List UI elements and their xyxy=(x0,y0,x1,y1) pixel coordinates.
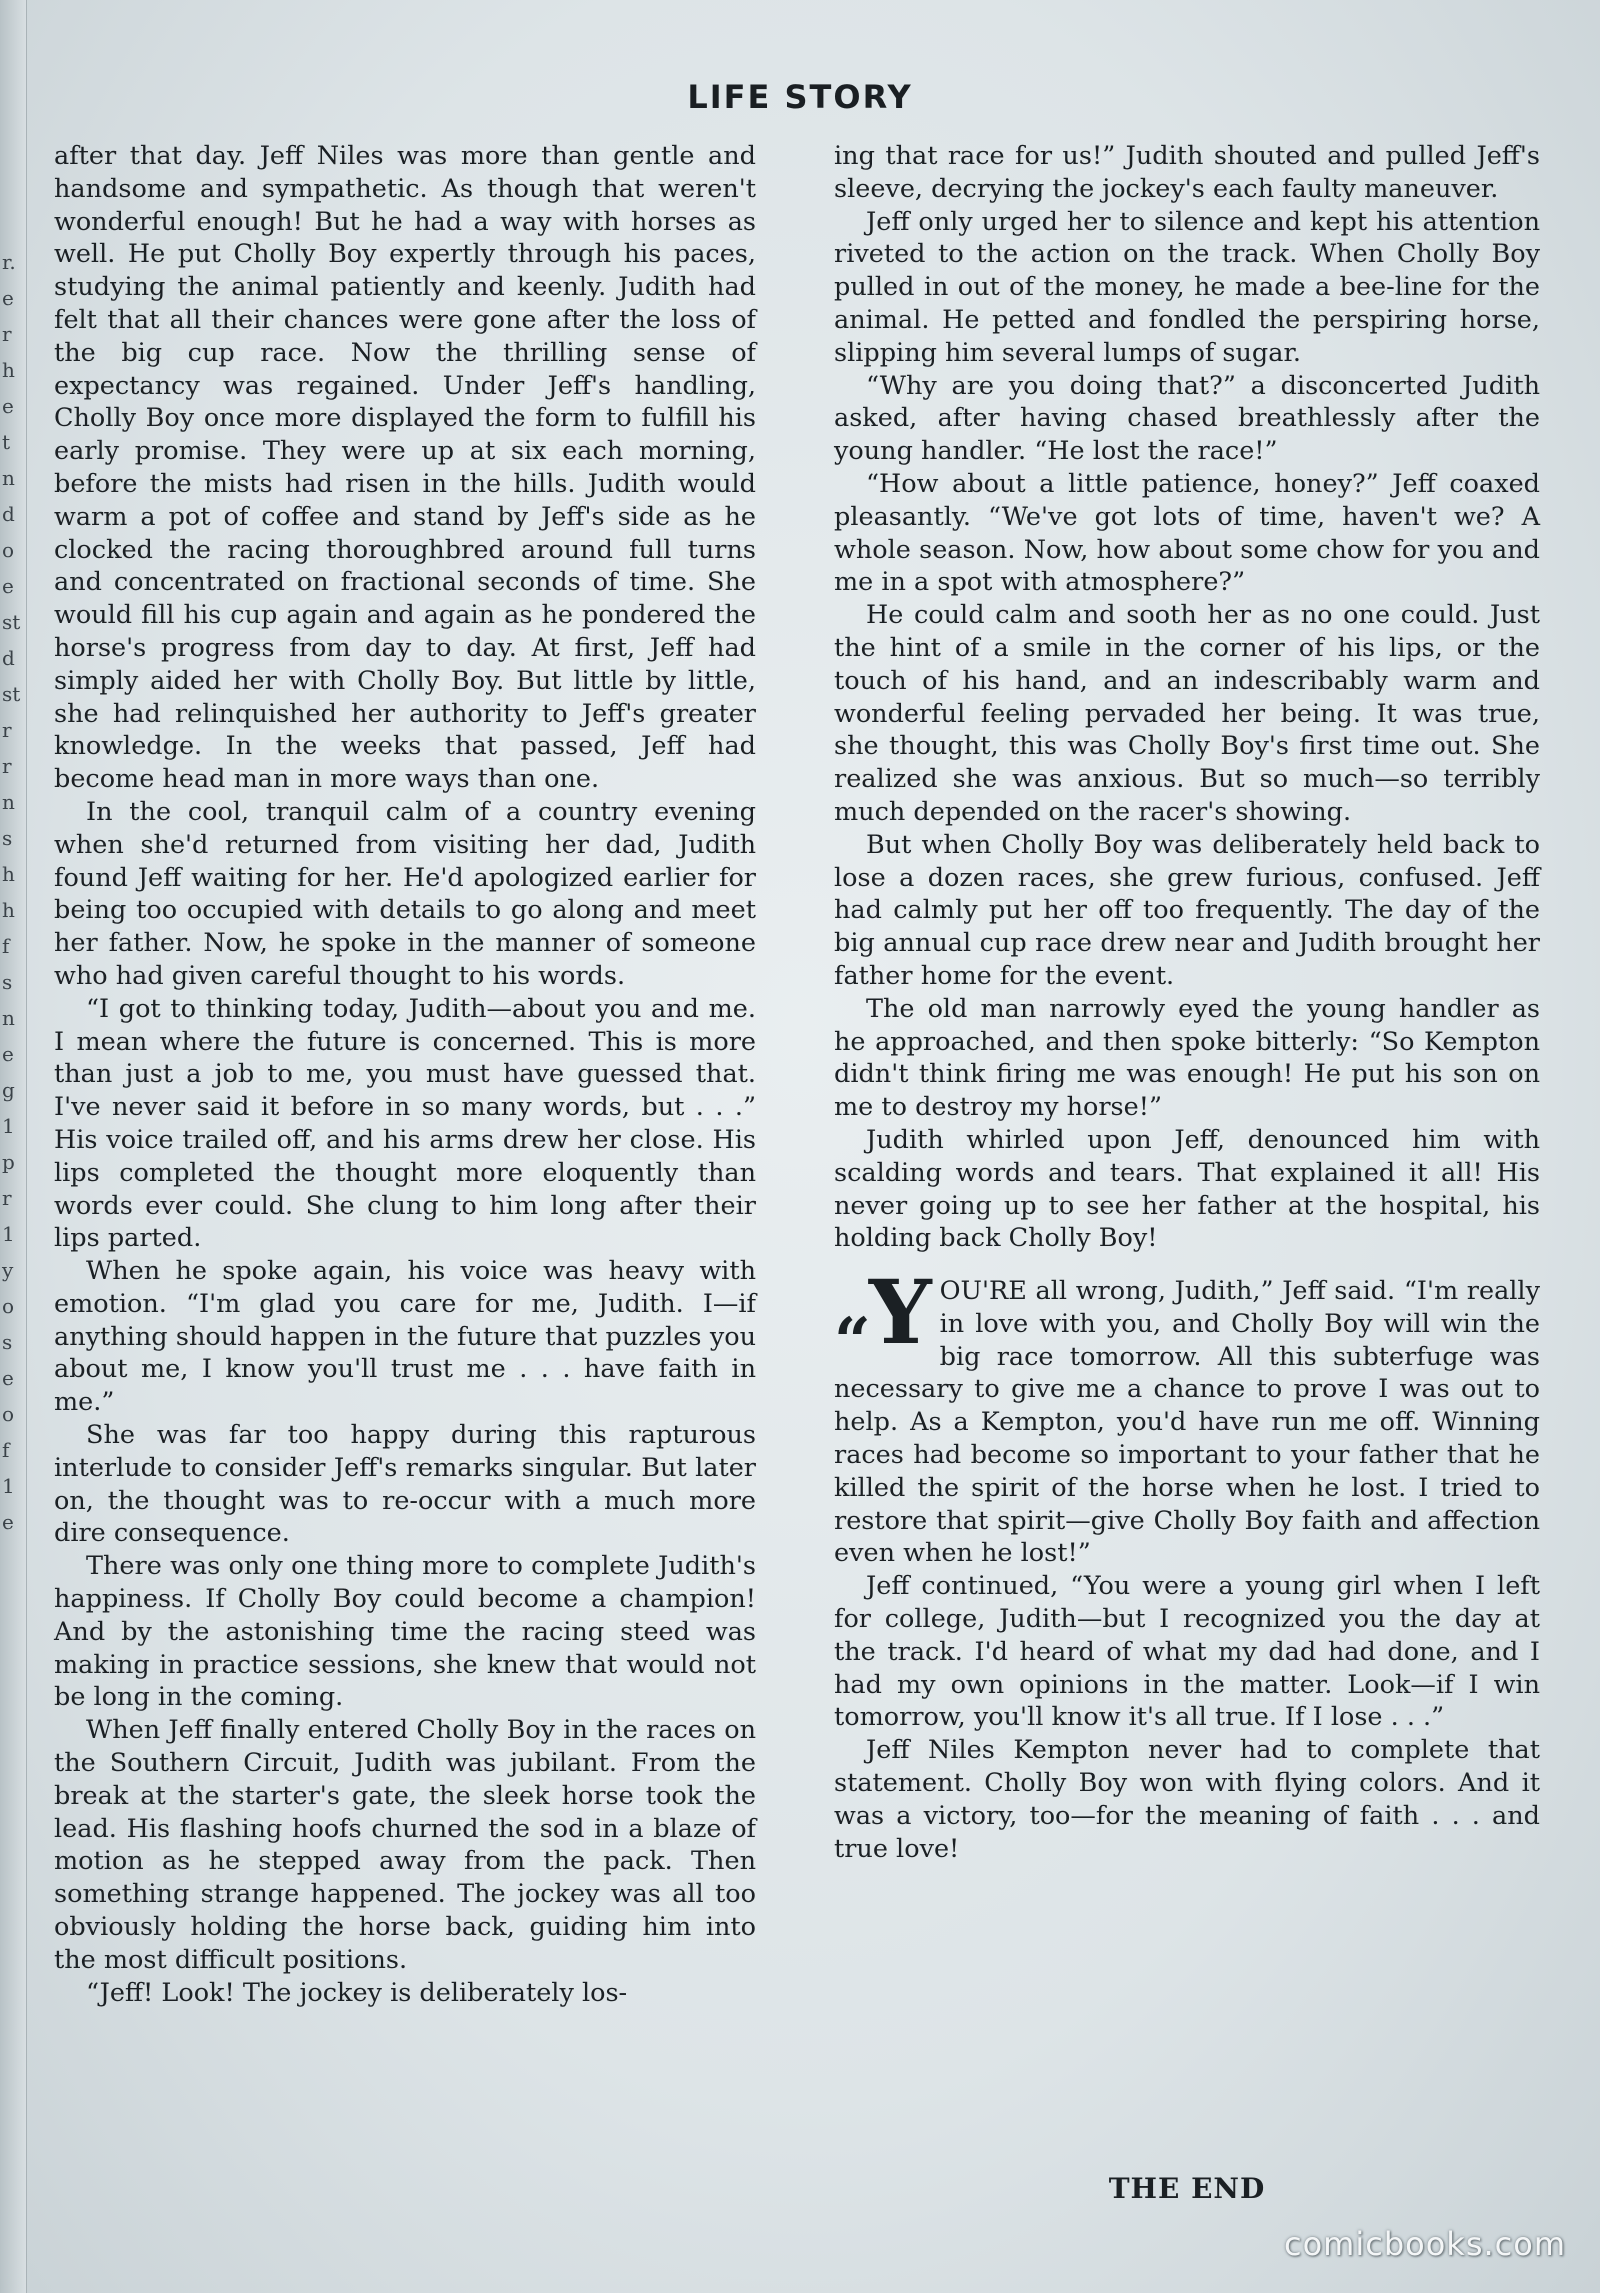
dropcap-text: OU'RE all wrong, Judith,” Jeff said. “I'm really in love with you, and Cholly Boy will win the big race tomorrow. All this subterfuge was necessary to give me a chance to prove I was out to help. As a Kempton, you'd have run me off. Winning races had become so important to your father that he killed the spirit of the horse when he lost. I tried to restore that spirit—give Cholly Boy faith and affection even when he lost!” xyxy=(834,1276,1540,1569)
drop-cap xyxy=(834,1260,932,1380)
drop-quote-mark: “ xyxy=(834,1304,867,1380)
paragraph: “Why are you doing that?” a disconcerted Judith asked, after having chased breathlessly after the young handler. “He lost the race!” xyxy=(834,370,1540,467)
section-break xyxy=(834,1255,1540,1275)
gutter-letter: h xyxy=(2,358,15,382)
gutter-letter: r xyxy=(2,322,12,346)
gutter-letter: r. xyxy=(2,250,16,274)
paragraph: “I got to thinking today, Judith—about you and me. I mean where the future is concerned. This is more than just a job to me, you must have guessed that. I've never said it before in so many words, but . . .” His voice trailed off, and his arms drew her close. His lips completed the thought more eloquently than words ever could. She clung to him long after their lips parted. xyxy=(54,993,756,1254)
gutter-letter: 1 xyxy=(2,1474,15,1498)
paragraph: Jeff Niles Kempton never had to complete that statement. Cholly Boy won with flying colors. And it was a victory, too—for the meaning of faith . . . and true love! xyxy=(834,1735,1540,1864)
paragraph: “How about a little patience, honey?” Jeff coaxed pleasantly. “We've got lots of time, haven't we? A whole season. Now, how about some chow for you and me in a spot with atmosphere?” xyxy=(834,468,1540,598)
gutter-letter: s xyxy=(2,826,13,850)
paragraph: The old man narrowly eyed the young handler as he approached, and then spoke bitterly: “So Kempton didn't think firing me was enough! He put his son on me to destroy my horse!” xyxy=(834,993,1540,1123)
page-header: LIFE STORY xyxy=(687,78,913,116)
gutter-letter: e xyxy=(2,1510,14,1534)
gutter-letter: st xyxy=(2,610,21,634)
site-watermark: comicbooks.com xyxy=(1283,2225,1566,2263)
gutter-letter: y xyxy=(2,1258,14,1282)
gutter-letter: s xyxy=(2,970,13,994)
gutter-letter: r xyxy=(2,718,12,742)
gutter-letter: e xyxy=(2,1366,14,1390)
gutter-letter: h xyxy=(2,898,15,922)
paragraph: “Jeff! Look! The jockey is deliberately los- xyxy=(86,1977,628,2008)
gutter-letter: r xyxy=(2,754,12,778)
gutter-letter: d xyxy=(2,646,15,670)
dropcap-paragraph xyxy=(834,1260,1540,1570)
right-column xyxy=(834,140,1540,1865)
gutter-letter: 1 xyxy=(2,1114,15,1138)
gutter-letter: s xyxy=(2,1330,13,1354)
paragraph: Judith whirled upon Jeff, denounced him with scalding words and tears. That explained it all! His never going up to see her father at the hospital, his holding back Cholly Boy! xyxy=(834,1124,1540,1254)
paragraph: ing that race for us!” Judith shouted and pulled Jeff's sleeve, decrying the jockey's each faulty maneuver. xyxy=(834,141,1540,204)
gutter-letter: e xyxy=(2,286,14,310)
gutter-letter: n xyxy=(2,790,15,814)
paragraph: Jeff continued, “You were a young girl when I left for college, Judith—but I recognized you the day at the track. I'd heard of what my dad had done, and I had my own opinions in the matter. Look—if I win tomorrow, you'll know it's all true. If I lose . . .” xyxy=(834,1571,1540,1733)
drop-cap-letter: Y xyxy=(868,1260,932,1365)
gutter-letter: d xyxy=(2,502,15,526)
gutter-letter: 1 xyxy=(2,1222,15,1246)
paragraph: When Jeff finally entered Cholly Boy in the races on the Southern Circuit, Judith was jubilant. From the break at the starter's gate, the sleek horse took the lead. His flashing hoofs churned the sod in a blaze of motion as he stepped away from the pack. Then something strange happened. The jockey was all too obviously holding the horse back, guiding him into the most difficult positions. xyxy=(54,1715,756,1975)
gutter-letter: r xyxy=(2,1186,12,1210)
gutter-letter: p xyxy=(2,1150,15,1174)
paragraph: after that day. Jeff Niles was more than gentle and handsome and sympathetic. As though that weren't wonderful enough! But he had a way with horses as well. He put Cholly Boy expertly through his paces, studying the animal patiently and keenly. Judith had felt that all their chances were gone after the loss of the big cup race. Now the thrilling sense of expectancy was regained. Under Jeff's handling, Cholly Boy once more displayed the form to fulfill his early promise. They were up at six each morning, before the mists had risen in the hills. Judith would warm a pot of coffee and stand by Jeff's side as he clocked the racing thoroughbred around full turns and concentrated on fractional seconds of time. She would fill his cup again and again as he pondered the horse's progress from day to day. At first, Jeff had simply aided her with Cholly Boy. But little by little, she had relinquished her authority to Jeff's greater knowledge. In the weeks that passed, Jeff had become head man in more ways than one. xyxy=(54,141,756,795)
gutter-letter: o xyxy=(2,538,15,562)
gutter-letter: f xyxy=(2,934,10,958)
paragraph: She was far too happy during this rapturous interlude to consider Jeff's remarks singular. But later on, the thought was to re-occur with a much more dire consequence. xyxy=(54,1420,756,1549)
paragraph: When he spoke again, his voice was heavy with emotion. “I'm glad you care for me, Judith. I—if anything should happen in the future that puzzles you about me, I know you'll trust me . . . have faith in me.” xyxy=(54,1256,756,1418)
paragraph: But when Cholly Boy was deliberately held back to lose a dozen races, she grew furious, confused. Jeff had calmly put her off too frequently. The day of the big annual cup race drew near and Judith brought her father home for the event. xyxy=(834,829,1540,991)
gutter-letter: n xyxy=(2,466,15,490)
gutter-letter: n xyxy=(2,1006,15,1030)
the-end-label: THE END xyxy=(1108,2172,1266,2205)
gutter-letter: t xyxy=(2,430,11,454)
left-column xyxy=(54,140,756,2009)
paragraph: There was only one thing more to complete Judith's happiness. If Cholly Boy could become a champion! And by the astonishing time the racing steed was making in practice sessions, she knew that would not be long in the coming. xyxy=(54,1551,756,1713)
gutter-letter: e xyxy=(2,574,14,598)
gutter-letter: e xyxy=(2,394,14,418)
adjacent-page-edge xyxy=(0,0,27,2293)
gutter-letter: g xyxy=(2,1078,15,1102)
gutter-letter: st xyxy=(2,682,21,706)
paragraph: In the cool, tranquil calm of a country evening when she'd returned from visiting her dad, Judith found Jeff waiting for her. He'd apologized earlier for being too occupied with details to go along and meet her father. Now, he spoke in the manner of someone who had given careful thought to his words. xyxy=(54,796,756,991)
paragraph: Jeff only urged her to silence and kept his attention riveted to the action on the track. When Cholly Boy pulled in out of the money, he made a bee-line for the animal. He petted and fondled the perspiring horse, slipping him several lumps of sugar. xyxy=(834,206,1540,368)
paragraph: He could calm and sooth her as no one could. Just the hint of a smile in the corner of his lips, or the touch of his hand, and an indescribably warm and wonderful feeling pervaded her being. It was true, she thought, this was Cholly Boy's first time out. She realized she was anxious. But so much—so terribly much depended on the racer's showing. xyxy=(834,600,1540,827)
gutter-letter: o xyxy=(2,1402,15,1426)
gutter-letter: h xyxy=(2,862,15,886)
gutter-letter: o xyxy=(2,1294,15,1318)
gutter-letter: e xyxy=(2,1042,14,1066)
gutter-letter: f xyxy=(2,1438,10,1462)
